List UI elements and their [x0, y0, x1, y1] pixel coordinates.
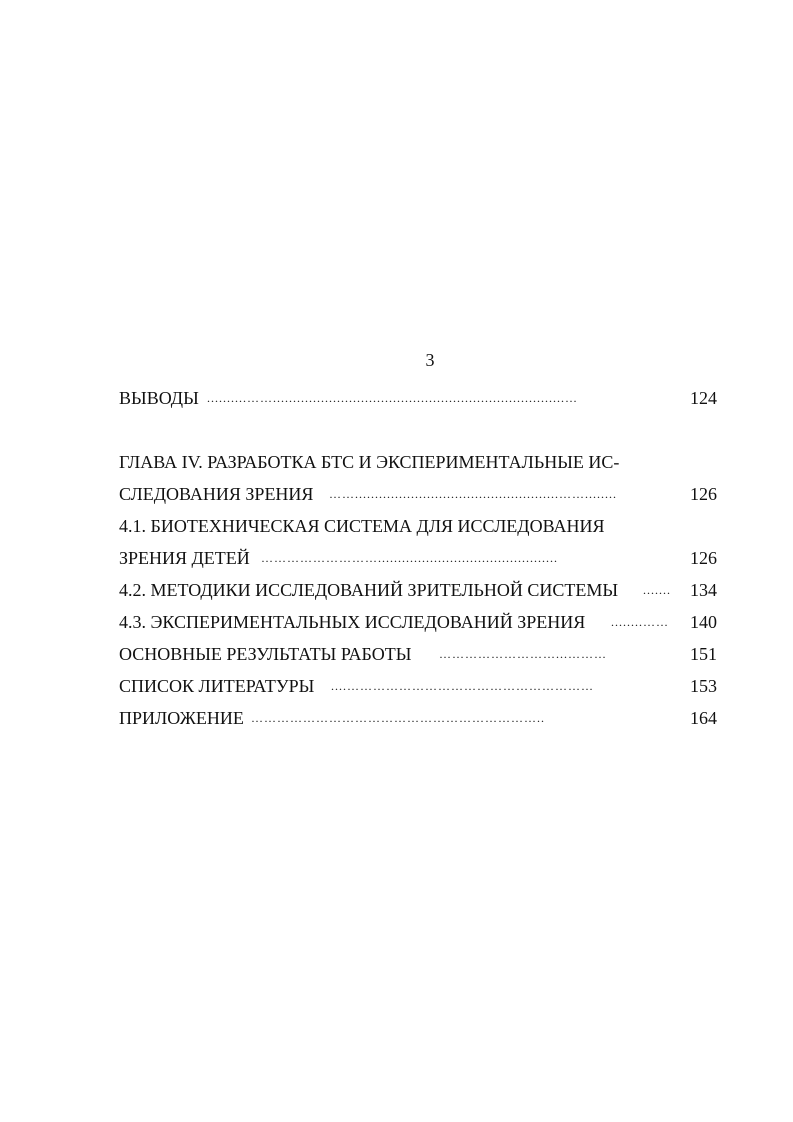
toc-entry-4-1-cont [119, 542, 717, 574]
toc-entry-page: 164 [690, 708, 717, 728]
toc-entry-leader: ………………………...……… [439, 647, 607, 661]
toc-entry-leader: ....... [643, 583, 671, 597]
toc-entry-4-1 [119, 510, 717, 542]
toc-entry-page: 126 [690, 548, 717, 568]
toc-entry-page: 151 [690, 644, 717, 664]
table-of-contents [119, 382, 717, 734]
toc-entry-chapter-4-cont [119, 478, 717, 510]
toc-entry-title: ЗРЕНИЯ ДЕТЕЙ [119, 548, 250, 568]
toc-entry-appendix [119, 702, 717, 734]
toc-entry-title: СЛЕДОВАНИЯ ЗРЕНИЯ [119, 484, 314, 504]
toc-entry-page: 153 [690, 676, 717, 696]
toc-entry-chapter-4 [119, 446, 717, 478]
toc-entry-vyvody [119, 382, 717, 414]
toc-entry-leader: ………………………………………………………….. [251, 711, 545, 725]
toc-entry-main-results [119, 638, 717, 670]
toc-entry-title: ОСНОВНЫЕ РЕЗУЛЬТАТЫ РАБОТЫ [119, 644, 412, 664]
toc-entry-page: 134 [690, 580, 717, 600]
toc-entry-title: ВЫВОДЫ [119, 388, 199, 408]
toc-entry-title: ГЛАВА IV. РАЗРАБОТКА БТС И ЭКСПЕРИМЕНТАЛЬНЫЕ ИС- [119, 452, 620, 472]
toc-entry-leader: ........…… [611, 615, 669, 629]
toc-entry-title: 4.1. БИОТЕХНИЧЕСКАЯ СИСТЕМА ДЛЯ ИССЛЕДОВАНИЯ [119, 516, 605, 536]
page-number: 3 [425, 350, 435, 370]
toc-entry-page: 124 [690, 388, 717, 408]
toc-entry-page: 126 [690, 484, 717, 504]
toc-entry-leader: ………………………............................................. [261, 551, 558, 565]
toc-entry-title: СПИСОК ЛИТЕРАТУРЫ [119, 676, 315, 696]
toc-entry-leader: ....………………………………………………… [331, 679, 594, 693]
toc-entry-leader: ……...................................................……........ [329, 487, 617, 501]
toc-entry-title: 4.2. МЕТОДИКИ ИССЛЕДОВАНИЙ ЗРИТЕЛЬНОЙ СИСТЕМЫ [119, 580, 619, 600]
toc-entry-4-2 [119, 574, 717, 606]
toc-entry-title: 4.3. ЭКСПЕРИМЕНТАЛЬНЫХ ИССЛЕДОВАНИЙ ЗРЕНИЯ [119, 612, 586, 632]
toc-entry-references [119, 670, 717, 702]
toc-entry-leader: ..........…….........................................................................… [207, 391, 578, 405]
toc-entry-4-3 [119, 606, 717, 638]
toc-entry-page: 140 [690, 612, 717, 632]
toc-spacer [119, 414, 717, 446]
toc-entry-title: ПРИЛОЖЕНИЕ [119, 708, 244, 728]
